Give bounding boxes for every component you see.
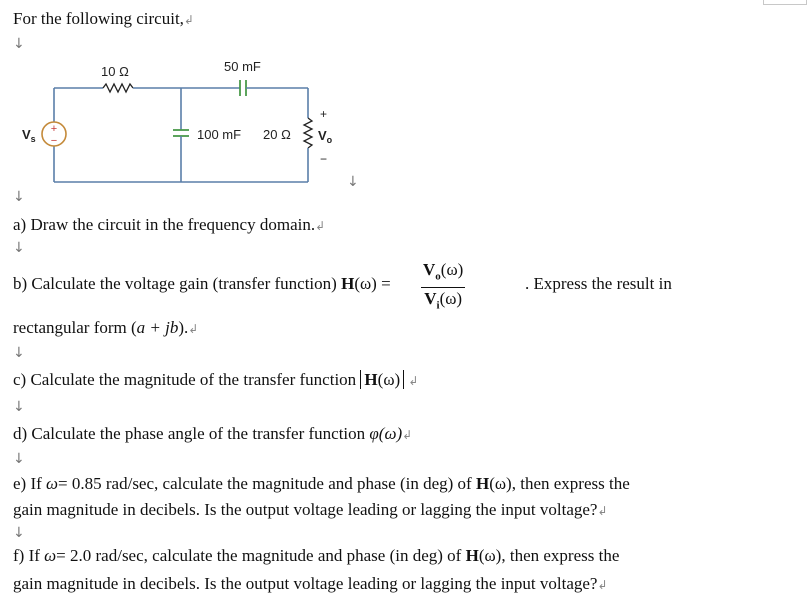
question-c-text: c) Calculate the magnitude of the transfer function bbox=[13, 370, 361, 389]
transfer-function-fraction bbox=[421, 259, 465, 317]
question-e-suffix: , then express the bbox=[511, 474, 630, 493]
magnitude-expression: H(ω) bbox=[360, 370, 404, 389]
question-b-suffix-text: . Express the result in bbox=[525, 274, 672, 293]
return-mark: ↲ bbox=[402, 428, 413, 442]
output-label: $V_o$ bbox=[318, 128, 333, 145]
fraction-denominator: $V_i(\omega)$ bbox=[424, 289, 463, 312]
omega-symbol: ω bbox=[46, 474, 59, 493]
transfer-function-symbol: H bbox=[465, 546, 479, 565]
fraction-numerator: $V_o(\omega)$ bbox=[421, 259, 465, 288]
return-mark: ↲ bbox=[188, 322, 199, 336]
intro-text: For the following circuit, bbox=[13, 9, 184, 28]
intro-line bbox=[13, 9, 194, 30]
source-plus-sign: + bbox=[50, 123, 58, 135]
rectangular-form-math: a + jb bbox=[136, 318, 179, 337]
rectangular-form-text: rectangular form ( bbox=[13, 318, 137, 337]
resistor-10-ohm bbox=[103, 84, 133, 92]
omega-argument: (ω) bbox=[478, 546, 502, 565]
empty-paragraph-arrow: ↓ bbox=[13, 345, 25, 361]
phase-expression: φ(ω) bbox=[369, 424, 403, 443]
empty-paragraph-arrow: ↓ bbox=[13, 240, 25, 256]
question-d bbox=[13, 424, 412, 445]
question-c bbox=[13, 370, 418, 391]
omega-symbol: ω bbox=[44, 546, 57, 565]
question-f-line2 bbox=[13, 574, 608, 595]
output-minus-sign: − bbox=[320, 152, 328, 166]
capacitor-100mf-label: 100 mF bbox=[197, 127, 242, 142]
source-label: $V_s$ bbox=[22, 127, 36, 144]
question-f-line1 bbox=[13, 546, 619, 566]
resistor-20-ohm bbox=[304, 118, 312, 148]
question-b-suffix bbox=[525, 274, 672, 294]
question-e-line2-text: gain magnitude in decibels. Is the output voltage leading or lagging the input voltage? bbox=[13, 500, 598, 519]
empty-paragraph-arrow: ↓ bbox=[13, 189, 25, 205]
output-plus-sign: + bbox=[320, 107, 328, 121]
question-f-prefix: f) If bbox=[13, 546, 45, 565]
circuit-paragraph-arrow: ↓ bbox=[347, 174, 359, 190]
return-mark: ↲ bbox=[315, 219, 326, 233]
empty-paragraph-arrow: ↓ bbox=[13, 36, 25, 52]
omega-argument: (ω) = bbox=[354, 274, 391, 293]
return-mark: ↲ bbox=[408, 374, 419, 388]
question-f-suffix: , then express the bbox=[501, 546, 620, 565]
return-mark: ↲ bbox=[597, 504, 608, 518]
question-e-line2 bbox=[13, 500, 608, 521]
omega-argument: (ω) bbox=[489, 474, 512, 493]
question-d-text: d) Calculate the phase angle of the transfer function bbox=[13, 424, 370, 443]
question-e-prefix: e) If bbox=[13, 474, 47, 493]
window-corner-frame bbox=[763, 0, 807, 5]
question-f-line2-text: gain magnitude in decibels. Is the output voltage leading or lagging the input voltage? bbox=[13, 574, 598, 593]
empty-paragraph-arrow: ↓ bbox=[13, 399, 25, 415]
circuit-diagram bbox=[0, 50, 400, 195]
source-minus-sign: − bbox=[50, 135, 58, 147]
question-b-line2 bbox=[13, 318, 198, 339]
question-a bbox=[13, 215, 325, 236]
question-e-text: rad/sec, calculate the magnitude and phase (in deg) of bbox=[101, 474, 476, 493]
question-a-text: a) Draw the circuit in the frequency domain. bbox=[13, 215, 316, 234]
rectangular-form-close: ). bbox=[178, 318, 189, 337]
return-mark: ↲ bbox=[183, 13, 194, 27]
return-mark: ↲ bbox=[597, 578, 608, 592]
empty-paragraph-arrow: ↓ bbox=[13, 451, 25, 467]
capacitor-50mf-label: 50 mF bbox=[224, 59, 261, 74]
transfer-function-symbol: H bbox=[475, 474, 490, 493]
empty-paragraph-arrow: ↓ bbox=[13, 525, 25, 541]
resistor-10-ohm-label: 10 Ω bbox=[101, 64, 129, 79]
omega-value: = 2.0 bbox=[56, 546, 92, 565]
question-b-line1 bbox=[13, 274, 391, 294]
question-e-line1 bbox=[13, 474, 630, 494]
resistor-20-ohm-label: 20 Ω bbox=[263, 127, 291, 142]
omega-value: = 0.85 bbox=[58, 474, 102, 493]
transfer-function-symbol: H bbox=[341, 274, 355, 293]
question-b-text: b) Calculate the voltage gain (transfer function) bbox=[13, 274, 342, 293]
question-f-text: rad/sec, calculate the magnitude and phase (in deg) of bbox=[91, 546, 466, 565]
